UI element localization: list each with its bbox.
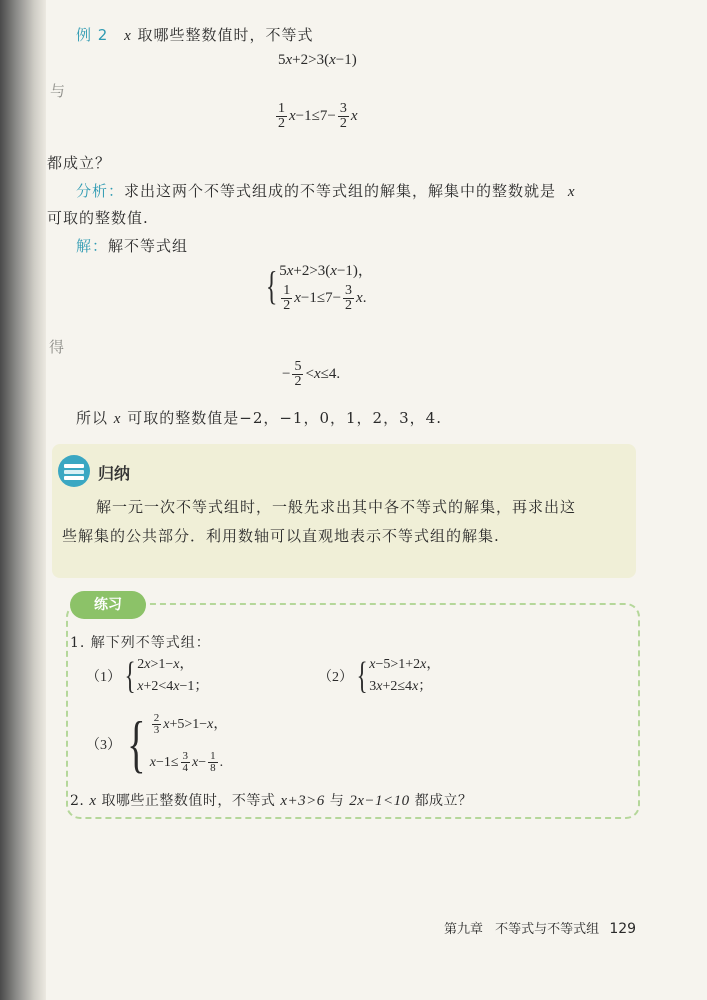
solution-range: − $\frac{5}{2}$ <x≤4. — [282, 359, 341, 389]
practice-system-2: （2）{ x−5>1+2x， 3x+2≤4x； — [318, 655, 441, 697]
summary-book-icon — [57, 454, 91, 488]
p3-label: （3） — [86, 738, 121, 753]
q2-number: 2. — [70, 793, 85, 809]
system-brace: { — [265, 262, 278, 308]
solution-label: 解： — [76, 237, 109, 255]
analysis-line-1: 分析：求出这两个不等式组成的不等式组的解集，解集中的整数就是 x — [76, 182, 576, 200]
solution-system: { 5x+2>3(x−1)， $\frac{1}{2}$ x−1≤7− $\frac{3}{2}$ x. — [265, 262, 373, 313]
analysis-label: 分析： — [76, 182, 125, 200]
summary-line-1: 解一元一次不等式组时，一般先求出其中各不等式的解集，再求出这 — [96, 498, 577, 516]
analysis-text: 求出这两个不等式组成的不等式组的解集，解集中的整数就是 — [124, 182, 557, 200]
footer-title: 不等式与不等式组 — [495, 922, 600, 937]
answer-pre: 所以 — [76, 409, 109, 427]
q2-inequality-1: x+3>6 — [280, 793, 325, 809]
inequality-one: 5x+2>3(x−1) — [278, 52, 357, 68]
q2-inequality-2: 2x−1<10 — [349, 793, 410, 809]
variable-x: x — [124, 28, 132, 44]
summary-title: 归纳 — [98, 464, 131, 483]
practice-q2: 2. x 取哪些正整数值时，不等式 x+3>6 与 2x−1<10 都成立？ — [70, 793, 473, 809]
practice-title: 练习 — [70, 591, 146, 619]
book-spine-shadow — [0, 0, 46, 1000]
example-heading — [76, 24, 314, 45]
q2-end: 都成立？ — [414, 793, 473, 809]
page-footer — [444, 918, 636, 937]
summary-line-2: 些解集的公共部分．利用数轴可以直观地表示不等式组的解集. — [62, 527, 500, 545]
inequality-two: $\frac{1}{2}$ x−1≤7− $\frac{3}{2}$ x — [278, 101, 358, 131]
practice-q1: 1. 解下列不等式组： — [70, 635, 211, 651]
p2-label: （2） — [318, 670, 353, 685]
page-number: 129 — [609, 921, 637, 937]
example-question: 取哪些整数值时，不等式 — [137, 26, 314, 44]
q2-and: 与 — [329, 793, 345, 809]
solution-intro-text: 解不等式组 — [108, 237, 189, 255]
q2-text: 取哪些正整数值时，不等式 — [101, 793, 276, 809]
practice-system-1: （1）{ 2x>1−x， x+2<4x−1； — [86, 655, 209, 697]
footer-chapter: 第九章 — [444, 922, 484, 937]
get-label: 得 — [49, 338, 66, 356]
practice-system-3: （3）{ $\frac{2}{3}$ x+5>1−x， x−1≤ $\frac{3}{4}$ x− $\frac{1}{8}$ . — [86, 708, 228, 779]
conjunction-with: 与 — [50, 82, 67, 100]
p1-label: （1） — [86, 670, 121, 685]
solution-answer: 所以 x 可取的整数值是−2，−1，0，1，2，3，4. — [76, 409, 442, 427]
example-label: 例 2 — [76, 26, 109, 44]
solution-intro — [76, 235, 188, 256]
analysis-line-2: 可取的整数值. — [47, 209, 149, 227]
question-end: 都成立？ — [47, 154, 112, 172]
answer-post: 可取的整数值是−2，−1，0，1，2，3，4. — [127, 409, 442, 427]
